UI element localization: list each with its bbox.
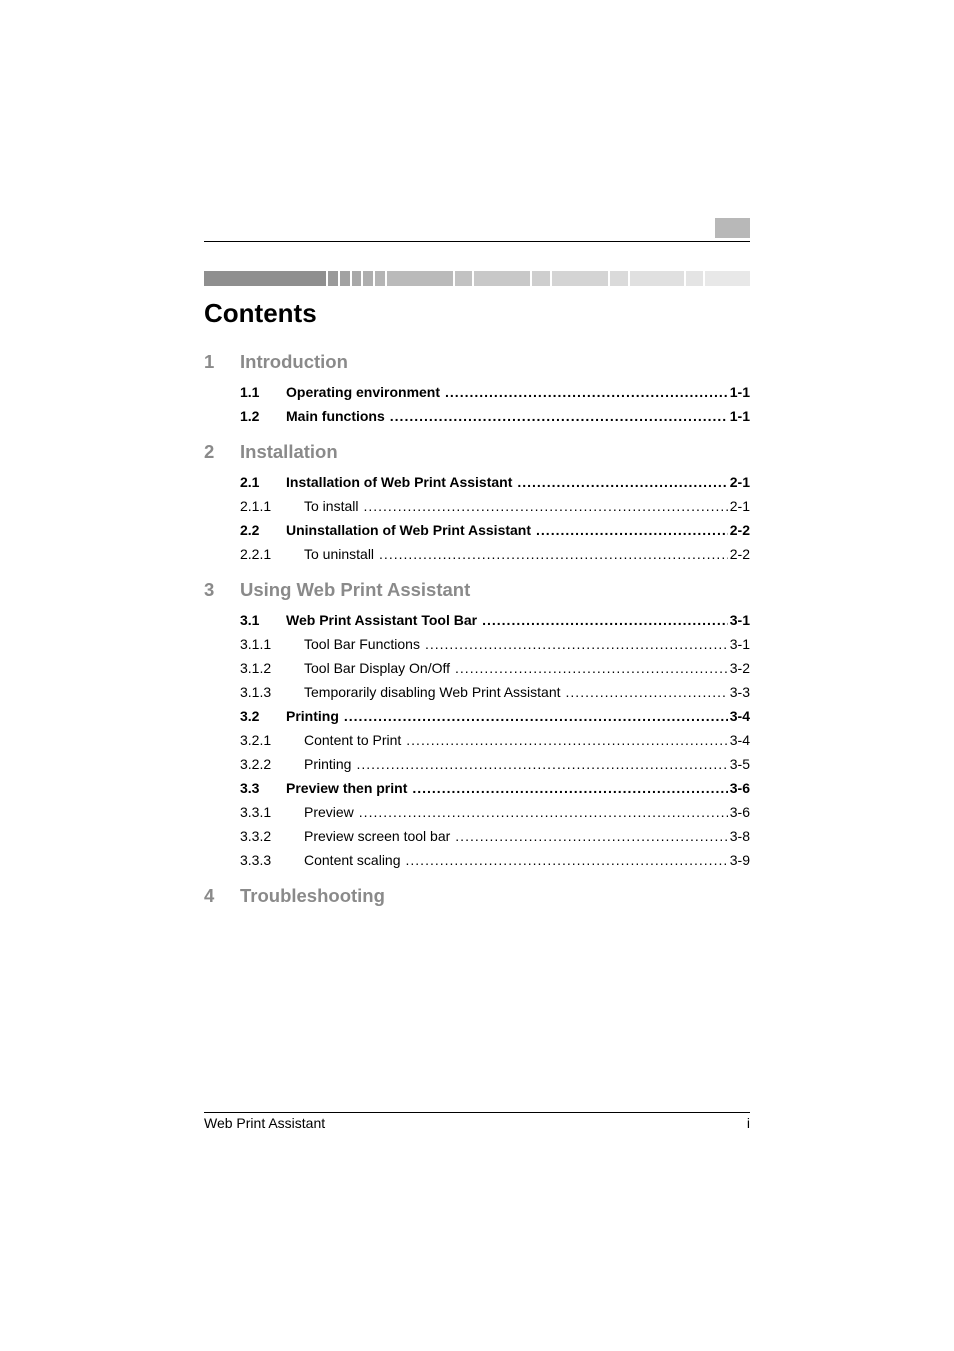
toc-entry[interactable]	[240, 779, 750, 797]
toc-entry[interactable]	[240, 707, 750, 725]
toc-entry-page: 1-1	[729, 408, 750, 424]
toc-entry[interactable]	[240, 851, 750, 869]
header-rule	[204, 241, 750, 242]
toc-entry-title: Operating environment	[286, 384, 441, 400]
dot-leader	[363, 497, 727, 515]
toc-entry-number: 3.1.3	[240, 684, 272, 700]
toc-entry-page: 3-1	[729, 636, 750, 652]
toc-entry-line	[286, 473, 750, 491]
decorative-band	[204, 271, 750, 286]
toc-entry-number: 2.2	[240, 522, 260, 538]
toc-entry-title: Temporarily disabling Web Print Assistant	[304, 684, 561, 700]
toc-entry[interactable]	[240, 407, 750, 425]
dot-leader	[359, 803, 728, 821]
toc-entry-title: Web Print Assistant Tool Bar	[286, 612, 478, 628]
toc-entry-title: Tool Bar Functions	[304, 636, 420, 652]
toc-entry-line	[304, 683, 750, 701]
band-segment	[363, 271, 373, 286]
toc-entry-line	[286, 407, 750, 425]
toc-entry-line	[304, 803, 750, 821]
toc-entry-line	[286, 707, 750, 725]
toc-entry[interactable]	[240, 731, 750, 749]
toc-entry-title: Printing	[286, 708, 339, 724]
toc-entry-page: 3-4	[729, 732, 750, 748]
toc-entry-page: 2-2	[729, 546, 750, 562]
band-segment	[387, 271, 453, 286]
toc-entry-line	[304, 635, 750, 653]
band-segment	[352, 271, 362, 286]
dot-leader	[412, 779, 727, 797]
footer-document-title: Web Print Assistant	[204, 1115, 326, 1131]
toc-entry-title: Installation of Web Print Assistant	[286, 474, 513, 490]
toc-entry-page: 3-6	[729, 780, 750, 796]
toc-entry-line	[304, 731, 750, 749]
chapter-title: Installation	[240, 441, 338, 462]
toc-entry-title: Preview then print	[286, 780, 408, 796]
toc-entry-page: 3-2	[729, 660, 750, 676]
toc-entry-number: 1.2	[240, 408, 260, 424]
band-segment	[455, 271, 472, 286]
toc-entry-line	[304, 497, 750, 515]
chapter-number: 3	[204, 579, 215, 600]
dot-leader	[344, 707, 728, 725]
toc-entry-title: Uninstallation of Web Print Assistant	[286, 522, 532, 538]
chapter-title: Troubleshooting	[240, 885, 385, 906]
chapter-number: 1	[204, 351, 215, 372]
dot-leader	[482, 611, 728, 629]
dot-leader	[406, 851, 728, 869]
toc-entry[interactable]	[240, 611, 750, 629]
toc-entry-title: Content to Print	[304, 732, 402, 748]
dot-leader	[425, 635, 728, 653]
toc-entry-page: 2-1	[729, 498, 750, 514]
toc-entry[interactable]	[240, 683, 750, 701]
band-segment	[552, 271, 608, 286]
toc-entry-title: Tool Bar Display On/Off	[304, 660, 451, 676]
toc-entry-title: Preview	[304, 804, 354, 820]
dot-leader	[379, 545, 728, 563]
dot-leader	[536, 521, 728, 539]
toc-entry-number: 3.2.2	[240, 756, 272, 772]
toc-entry-page: 2-1	[729, 474, 750, 490]
band-segment	[630, 271, 684, 286]
header-tab	[715, 218, 750, 238]
toc-entry-page: 3-4	[729, 708, 750, 724]
toc-entry-title: Printing	[304, 756, 352, 772]
toc-entry-number: 3.1	[240, 612, 260, 628]
toc-entry-page: 3-9	[729, 852, 750, 868]
band-segment	[340, 271, 350, 286]
band-segment	[532, 271, 549, 286]
chapter-title: Introduction	[240, 351, 348, 372]
toc-entry-number: 3.3.3	[240, 852, 272, 868]
toc-entry-title: To install	[304, 498, 359, 514]
toc-entry-line	[304, 755, 750, 773]
dot-leader	[356, 755, 727, 773]
toc-entry-line	[286, 521, 750, 539]
dot-leader	[445, 383, 728, 401]
page-title: Contents	[204, 298, 317, 328]
dot-leader	[406, 731, 727, 749]
toc-entry[interactable]	[240, 803, 750, 821]
toc-entry-number: 3.3.2	[240, 828, 272, 844]
toc-entry-page: 3-8	[729, 828, 750, 844]
toc-entry-line	[286, 383, 750, 401]
toc-entry-line	[304, 545, 750, 563]
toc-entry-line	[286, 611, 750, 629]
toc-entry-number: 2.1	[240, 474, 260, 490]
toc-entry[interactable]	[240, 635, 750, 653]
toc-entry[interactable]	[240, 473, 750, 491]
toc-entry-title: To uninstall	[304, 546, 375, 562]
toc-entry[interactable]	[240, 497, 750, 515]
toc-entry-page: 3-3	[729, 684, 750, 700]
dot-leader	[455, 659, 728, 677]
toc-entry-line	[304, 851, 750, 869]
toc-entry-number: 3.3	[240, 780, 260, 796]
toc-entry-title: Main functions	[286, 408, 385, 424]
toc-entry-number: 1.1	[240, 384, 260, 400]
chapter-title: Using Web Print Assistant	[240, 579, 471, 600]
footer-rule	[204, 1112, 750, 1113]
dot-leader	[517, 473, 727, 491]
toc-entry-number: 2.1.1	[240, 498, 272, 514]
toc-entry-page: 3-1	[729, 612, 750, 628]
toc-entry-number: 3.2	[240, 708, 260, 724]
band-segment	[705, 271, 750, 286]
toc-entry-number: 3.3.1	[240, 804, 272, 820]
toc-entry-page: 2-2	[729, 522, 750, 538]
chapter-number: 2	[204, 441, 215, 462]
band-segment	[686, 271, 703, 286]
toc-entry[interactable]	[240, 755, 750, 773]
chapter-number: 4	[204, 885, 215, 906]
footer-page-number: i	[746, 1115, 750, 1131]
toc-entry-number: 3.1.1	[240, 636, 272, 652]
toc-entry-title: Preview screen tool bar	[304, 828, 451, 844]
band-segment	[474, 271, 530, 286]
band-segment	[204, 271, 326, 286]
toc-entry[interactable]	[240, 521, 750, 539]
toc-entry[interactable]	[240, 659, 750, 677]
toc-entry[interactable]	[240, 827, 750, 845]
dot-leader	[390, 407, 728, 425]
toc-entry-page: 3-6	[729, 804, 750, 820]
toc-entry[interactable]	[240, 545, 750, 563]
toc-entry-page: 3-5	[729, 756, 750, 772]
toc-entry-number: 2.2.1	[240, 546, 272, 562]
band-segment	[375, 271, 385, 286]
band-segment	[610, 271, 627, 286]
toc-entry-title: Content scaling	[304, 852, 401, 868]
toc-entry-line	[304, 827, 750, 845]
dot-leader	[566, 683, 728, 701]
toc-entry-line	[286, 779, 750, 797]
toc-entry-number: 3.1.2	[240, 660, 272, 676]
band-segment	[328, 271, 338, 286]
toc-entry[interactable]	[240, 383, 750, 401]
toc-entry-number: 3.2.1	[240, 732, 272, 748]
dot-leader	[455, 827, 727, 845]
toc-entry-page: 1-1	[729, 384, 750, 400]
toc-entry-line	[304, 659, 750, 677]
